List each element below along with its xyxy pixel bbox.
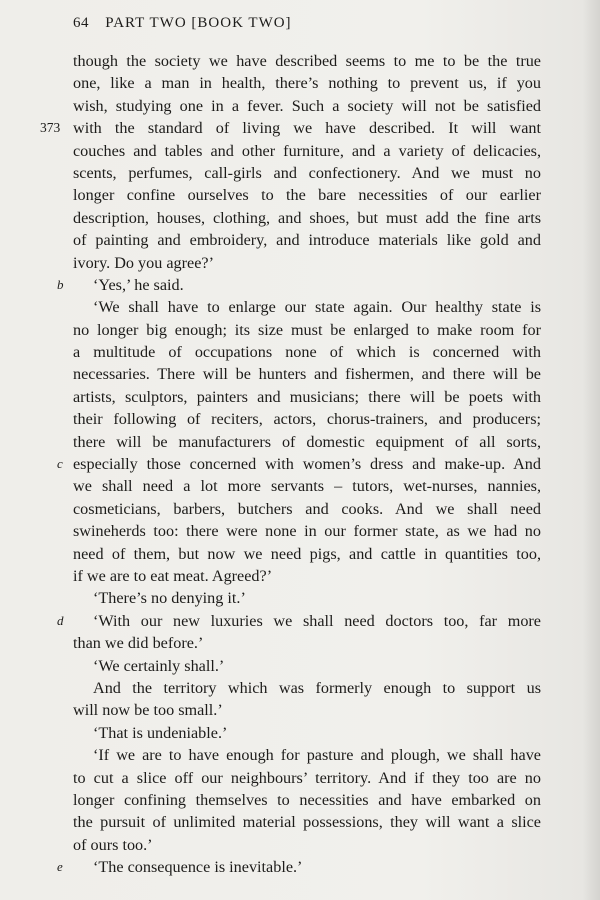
- line-text: of ours too.’: [73, 835, 153, 854]
- line-text: ‘We shall have to enlarge our state again. Our healthy state is: [93, 298, 541, 317]
- text-line: [73, 475, 541, 497]
- page-edge-shadow: [582, 0, 600, 900]
- text-line: [73, 72, 541, 94]
- text-line: [73, 677, 541, 699]
- text-line: [73, 95, 541, 117]
- text-line: [73, 722, 541, 744]
- line-text: cosmeticians, barbers, butchers and cooks. And we shall need: [73, 499, 541, 518]
- stephanus-letter: c: [57, 456, 63, 472]
- text-line: [73, 184, 541, 206]
- line-text: a multitude of occupations none of which is concerned with: [73, 343, 541, 362]
- text-line: [73, 341, 541, 363]
- line-text: scents, perfumes, call-girls and confectionery. And we must no: [73, 163, 541, 182]
- stephanus-letter: e: [57, 859, 63, 875]
- text-line: [73, 767, 541, 789]
- line-text: ‘The consequence is inevitable.’: [93, 858, 303, 877]
- line-text: necessaries. There will be hunters and fishermen, and there will be: [73, 365, 541, 384]
- text-line: [73, 699, 541, 721]
- text-line: [73, 296, 541, 318]
- line-text: than we did before.’: [73, 634, 204, 653]
- page-number: 64: [73, 15, 89, 31]
- text-line: [73, 543, 541, 565]
- text-line: [57, 274, 541, 296]
- line-text: ‘Yes,’ he said.: [93, 275, 184, 294]
- text-line: [73, 363, 541, 385]
- text-line: [73, 252, 541, 274]
- line-text: description, houses, clothing, and shoes, but must add the fine arts: [73, 208, 541, 227]
- body-text: [40, 50, 541, 878]
- line-text: ‘We certainly shall.’: [93, 656, 225, 675]
- text-line: [73, 655, 541, 677]
- text-line: [73, 140, 541, 162]
- line-text: ‘That is undeniable.’: [93, 723, 228, 742]
- line-text: to cut a slice off our neighbours’ territory. And if they too are no: [73, 768, 541, 787]
- line-text: couches and tables and other furniture, and a variety of delicacies,: [73, 141, 541, 160]
- line-text: no longer big enough; its size must be enlarged to make room for: [73, 320, 541, 339]
- text-line: [73, 632, 541, 654]
- line-text: there will be manufacturers of domestic equipment of all sorts,: [73, 432, 541, 451]
- line-text: wish, studying one in a fever. Such a society will not be satisfied: [73, 96, 541, 115]
- line-text: ivory. Do you agree?’: [73, 253, 214, 272]
- line-text: ‘There’s no denying it.’: [93, 589, 246, 608]
- text-line: [73, 498, 541, 520]
- line-text: need of them, but now we need pigs, and cattle in quantities too,: [73, 544, 541, 563]
- text-line: [73, 811, 541, 833]
- line-text: longer confining themselves to necessities and have embarked on: [73, 790, 541, 809]
- line-text: swineherds too: there were none in our former state, as we had no: [73, 522, 541, 541]
- text-line: [73, 408, 541, 430]
- line-text: the pursuit of unlimited material possessions, they will want a slice: [73, 813, 541, 832]
- text-line: [73, 789, 541, 811]
- text-line: [57, 856, 541, 878]
- line-text: we shall need a lot more servants – tutors, wet-nurses, nannies,: [73, 477, 541, 496]
- line-text: with the standard of living we have described. It will want: [73, 119, 541, 138]
- text-line: [73, 834, 541, 856]
- text-line: [57, 610, 541, 632]
- text-line: [73, 744, 541, 766]
- stephanus-number: 373: [40, 120, 61, 136]
- line-text: artists, sculptors, painters and musicians; there will be poets with: [73, 387, 541, 406]
- running-title: PART TWO [BOOK TWO]: [105, 15, 292, 31]
- text-line: [73, 520, 541, 542]
- line-text: if we are to eat meat. Agreed?’: [73, 566, 273, 585]
- line-text: of painting and embroidery, and introduce materials like gold and: [73, 231, 541, 250]
- text-line: [73, 207, 541, 229]
- stephanus-letter: d: [57, 612, 64, 628]
- text-line: [73, 319, 541, 341]
- text-line: [73, 386, 541, 408]
- line-text: though the society we have described seems to me to be the true: [73, 52, 541, 70]
- running-header: [73, 15, 292, 32]
- line-text: especially those concerned with women’s dress and make-up. And: [73, 455, 541, 474]
- text-line: [73, 565, 541, 587]
- text-line: [73, 229, 541, 251]
- line-text: will now be too small.’: [73, 701, 223, 720]
- line-text: one, like a man in health, there’s nothing to prevent us, if you: [73, 74, 541, 93]
- line-text: longer confine ourselves to the bare necessities of our earlier: [73, 186, 541, 205]
- text-line: [73, 431, 541, 453]
- text-line: [57, 453, 541, 475]
- text-line: [73, 162, 541, 184]
- line-text: ‘If we are to have enough for pasture and plough, we shall have: [93, 746, 541, 765]
- text-line: [40, 117, 541, 139]
- text-line: [73, 50, 541, 72]
- stephanus-letter: b: [57, 276, 64, 292]
- line-text: their following of reciters, actors, chorus-trainers, and producers;: [73, 410, 541, 429]
- line-text: And the territory which was formerly enough to support us: [93, 678, 541, 697]
- text-line: [73, 587, 541, 609]
- line-text: ‘With our new luxuries we shall need doctors too, far more: [93, 611, 541, 630]
